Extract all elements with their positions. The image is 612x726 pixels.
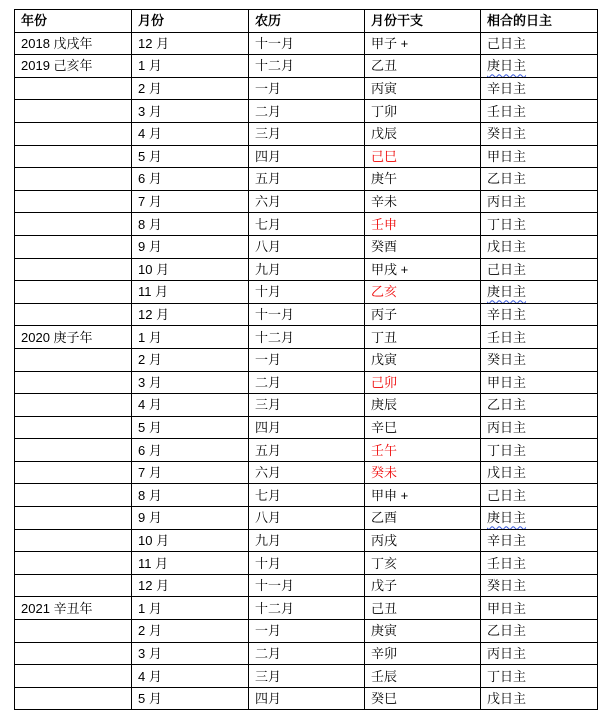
matching-day-master-cell: 丁日主 <box>481 665 598 688</box>
year-cell <box>15 303 132 326</box>
table-row <box>15 258 598 281</box>
matching-day-master-cell: 丙日主 <box>481 642 598 665</box>
month-ganzhi-cell: 己丑 <box>365 597 481 620</box>
table-row <box>15 439 598 462</box>
table-row <box>15 484 598 507</box>
lunar-month-cell: 三月 <box>249 394 365 417</box>
month-cell: 1 月 <box>132 326 249 349</box>
matching-day-master-cell: 乙日主 <box>481 394 598 417</box>
month-ganzhi-cell: 庚午 <box>365 168 481 191</box>
month-cell: 7 月 <box>132 461 249 484</box>
month-ganzhi-cell: 丁丑 <box>365 326 481 349</box>
year-cell <box>15 642 132 665</box>
year-cell <box>15 529 132 552</box>
lunar-month-cell: 二月 <box>249 371 365 394</box>
month-ganzhi-cell: 壬午 <box>365 439 481 462</box>
lunar-month-cell: 十月 <box>249 281 365 304</box>
year-cell: 2020 庚子年 <box>15 326 132 349</box>
month-cell: 9 月 <box>132 235 249 258</box>
table-row <box>15 168 598 191</box>
table-row <box>15 235 598 258</box>
matching-day-master-cell: 乙日主 <box>481 620 598 643</box>
table-row <box>15 371 598 394</box>
matching-day-master-cell: 乙日主 <box>481 168 598 191</box>
month-ganzhi-cell: 甲戌 + <box>365 258 481 281</box>
table-row <box>15 213 598 236</box>
month-ganzhi-cell: 辛未 <box>365 190 481 213</box>
month-cell: 12 月 <box>132 303 249 326</box>
lunar-month-cell: 四月 <box>249 687 365 710</box>
lunar-month-cell: 五月 <box>249 439 365 462</box>
year-cell <box>15 213 132 236</box>
table-row <box>15 122 598 145</box>
month-cell: 6 月 <box>132 168 249 191</box>
month-cell: 12 月 <box>132 32 249 55</box>
spellcheck-underlined-text: 庚日主 <box>487 284 527 300</box>
lunar-month-cell: 十二月 <box>249 326 365 349</box>
header-rizhu: 相合的日主 <box>481 10 598 33</box>
month-cell: 4 月 <box>132 665 249 688</box>
month-cell: 3 月 <box>132 642 249 665</box>
table-body <box>15 32 598 710</box>
month-ganzhi-cell: 丙寅 <box>365 77 481 100</box>
year-cell <box>15 416 132 439</box>
matching-day-master-cell: 甲日主 <box>481 371 598 394</box>
table-row <box>15 552 598 575</box>
year-cell <box>15 507 132 530</box>
table-row <box>15 77 598 100</box>
month-cell: 5 月 <box>132 145 249 168</box>
lunar-month-cell: 十一月 <box>249 574 365 597</box>
year-cell <box>15 258 132 281</box>
month-cell: 5 月 <box>132 416 249 439</box>
year-cell <box>15 687 132 710</box>
table-row <box>15 100 598 123</box>
matching-day-master-cell: 丁日主 <box>481 439 598 462</box>
matching-day-master-cell: 甲日主 <box>481 597 598 620</box>
header-year: 年份 <box>15 10 132 33</box>
month-cell: 11 月 <box>132 281 249 304</box>
table-row <box>15 145 598 168</box>
table-row <box>15 190 598 213</box>
lunar-month-cell: 五月 <box>249 168 365 191</box>
month-cell: 2 月 <box>132 620 249 643</box>
year-cell <box>15 439 132 462</box>
table-row <box>15 665 598 688</box>
table-row <box>15 416 598 439</box>
lunar-month-cell: 四月 <box>249 416 365 439</box>
month-cell: 4 月 <box>132 122 249 145</box>
year-cell <box>15 145 132 168</box>
matching-day-master-cell: 戊日主 <box>481 461 598 484</box>
matching-day-master-cell: 丙日主 <box>481 416 598 439</box>
year-cell <box>15 281 132 304</box>
matching-day-master-cell: 己日主 <box>481 258 598 281</box>
lunar-month-cell: 八月 <box>249 507 365 530</box>
table-row <box>15 303 598 326</box>
lunar-month-cell: 六月 <box>249 461 365 484</box>
year-cell: 2019 己亥年 <box>15 55 132 78</box>
lunar-month-cell: 三月 <box>249 665 365 688</box>
year-cell <box>15 190 132 213</box>
matching-day-master-cell: 丁日主 <box>481 213 598 236</box>
lunar-month-cell: 九月 <box>249 258 365 281</box>
month-ganzhi-cell: 甲子 + <box>365 32 481 55</box>
year-cell <box>15 100 132 123</box>
table-row <box>15 461 598 484</box>
month-ganzhi-cell: 己卯 <box>365 371 481 394</box>
month-ganzhi-cell: 丙子 <box>365 303 481 326</box>
table-row <box>15 687 598 710</box>
month-ganzhi-cell: 癸巳 <box>365 687 481 710</box>
year-cell <box>15 394 132 417</box>
year-cell <box>15 122 132 145</box>
month-cell: 4 月 <box>132 394 249 417</box>
year-cell <box>15 77 132 100</box>
lunar-month-cell: 十一月 <box>249 303 365 326</box>
matching-day-master-cell: 戊日主 <box>481 687 598 710</box>
month-ganzhi-cell: 癸未 <box>365 461 481 484</box>
matching-day-master-cell: 壬日主 <box>481 100 598 123</box>
month-ganzhi-cell: 乙丑 <box>365 55 481 78</box>
matching-day-master-cell <box>481 507 598 530</box>
lunar-month-cell: 七月 <box>249 213 365 236</box>
month-cell: 12 月 <box>132 574 249 597</box>
matching-day-master-cell: 戊日主 <box>481 235 598 258</box>
table-row <box>15 597 598 620</box>
month-ganzhi-cell: 戊子 <box>365 574 481 597</box>
month-cell: 1 月 <box>132 55 249 78</box>
month-ganzhi-cell: 乙亥 <box>365 281 481 304</box>
table-row <box>15 642 598 665</box>
year-cell <box>15 574 132 597</box>
matching-day-master-cell: 壬日主 <box>481 326 598 349</box>
lunar-month-cell: 二月 <box>249 642 365 665</box>
month-ganzhi-cell: 乙酉 <box>365 507 481 530</box>
lunar-month-cell: 六月 <box>249 190 365 213</box>
year-cell <box>15 620 132 643</box>
matching-day-master-cell: 壬日主 <box>481 552 598 575</box>
lunar-month-cell: 一月 <box>249 348 365 371</box>
matching-day-master-cell: 辛日主 <box>481 303 598 326</box>
table-row <box>15 574 598 597</box>
month-cell: 8 月 <box>132 484 249 507</box>
lunar-month-cell: 四月 <box>249 145 365 168</box>
month-cell: 2 月 <box>132 77 249 100</box>
month-ganzhi-cell: 癸酉 <box>365 235 481 258</box>
table-row <box>15 394 598 417</box>
spellcheck-underlined-text: 庚日主 <box>487 510 527 526</box>
month-ganzhi-cell: 辛巳 <box>365 416 481 439</box>
month-cell: 11 月 <box>132 552 249 575</box>
month-cell: 2 月 <box>132 348 249 371</box>
lunar-month-cell: 一月 <box>249 77 365 100</box>
matching-day-master-cell: 甲日主 <box>481 145 598 168</box>
spellcheck-underlined-text: 庚日主 <box>487 58 527 74</box>
table-row <box>15 326 598 349</box>
matching-day-master-cell: 辛日主 <box>481 529 598 552</box>
lunar-month-cell: 十一月 <box>249 32 365 55</box>
month-ganzhi-cell: 丁卯 <box>365 100 481 123</box>
lunar-month-cell: 八月 <box>249 235 365 258</box>
table-row <box>15 281 598 304</box>
month-ganzhi-cell: 庚辰 <box>365 394 481 417</box>
month-ganzhi-cell: 戊寅 <box>365 348 481 371</box>
lunar-month-cell: 十二月 <box>249 597 365 620</box>
month-ganzhi-cell: 庚寅 <box>365 620 481 643</box>
month-ganzhi-cell: 甲申 + <box>365 484 481 507</box>
matching-day-master-cell: 癸日主 <box>481 574 598 597</box>
month-cell: 6 月 <box>132 439 249 462</box>
lunar-month-cell: 十月 <box>249 552 365 575</box>
document-table-container <box>14 9 597 710</box>
month-ganzhi-cell: 壬申 <box>365 213 481 236</box>
year-cell <box>15 168 132 191</box>
lunar-month-cell: 九月 <box>249 529 365 552</box>
header-ganzhi: 月份干支 <box>365 10 481 33</box>
year-cell <box>15 371 132 394</box>
lunar-month-cell: 三月 <box>249 122 365 145</box>
year-cell <box>15 235 132 258</box>
lunar-month-cell: 一月 <box>249 620 365 643</box>
year-cell <box>15 348 132 371</box>
year-cell <box>15 552 132 575</box>
year-cell <box>15 665 132 688</box>
month-cell: 10 月 <box>132 258 249 281</box>
matching-day-master-cell: 丙日主 <box>481 190 598 213</box>
table-row <box>15 32 598 55</box>
table-row <box>15 507 598 530</box>
lunar-month-cell: 十二月 <box>249 55 365 78</box>
matching-day-master-cell <box>481 55 598 78</box>
month-cell: 5 月 <box>132 687 249 710</box>
table-row <box>15 348 598 371</box>
ganzhi-month-table <box>14 9 598 710</box>
matching-day-master-cell: 癸日主 <box>481 348 598 371</box>
year-cell: 2021 辛丑年 <box>15 597 132 620</box>
month-cell: 7 月 <box>132 190 249 213</box>
table-row <box>15 55 598 78</box>
month-ganzhi-cell: 戊辰 <box>365 122 481 145</box>
year-cell: 2018 戊戌年 <box>15 32 132 55</box>
month-ganzhi-cell: 丙戌 <box>365 529 481 552</box>
matching-day-master-cell <box>481 281 598 304</box>
month-ganzhi-cell: 辛卯 <box>365 642 481 665</box>
month-ganzhi-cell: 壬辰 <box>365 665 481 688</box>
year-cell <box>15 484 132 507</box>
header-row <box>15 10 598 33</box>
month-cell: 3 月 <box>132 371 249 394</box>
month-cell: 10 月 <box>132 529 249 552</box>
matching-day-master-cell: 己日主 <box>481 32 598 55</box>
month-cell: 9 月 <box>132 507 249 530</box>
lunar-month-cell: 七月 <box>249 484 365 507</box>
month-cell: 3 月 <box>132 100 249 123</box>
table-row <box>15 620 598 643</box>
matching-day-master-cell: 己日主 <box>481 484 598 507</box>
table-row <box>15 529 598 552</box>
month-cell: 8 月 <box>132 213 249 236</box>
matching-day-master-cell: 辛日主 <box>481 77 598 100</box>
header-month: 月份 <box>132 10 249 33</box>
header-lunar: 农历 <box>249 10 365 33</box>
year-cell <box>15 461 132 484</box>
lunar-month-cell: 二月 <box>249 100 365 123</box>
month-cell: 1 月 <box>132 597 249 620</box>
month-ganzhi-cell: 丁亥 <box>365 552 481 575</box>
matching-day-master-cell: 癸日主 <box>481 122 598 145</box>
month-ganzhi-cell: 己巳 <box>365 145 481 168</box>
